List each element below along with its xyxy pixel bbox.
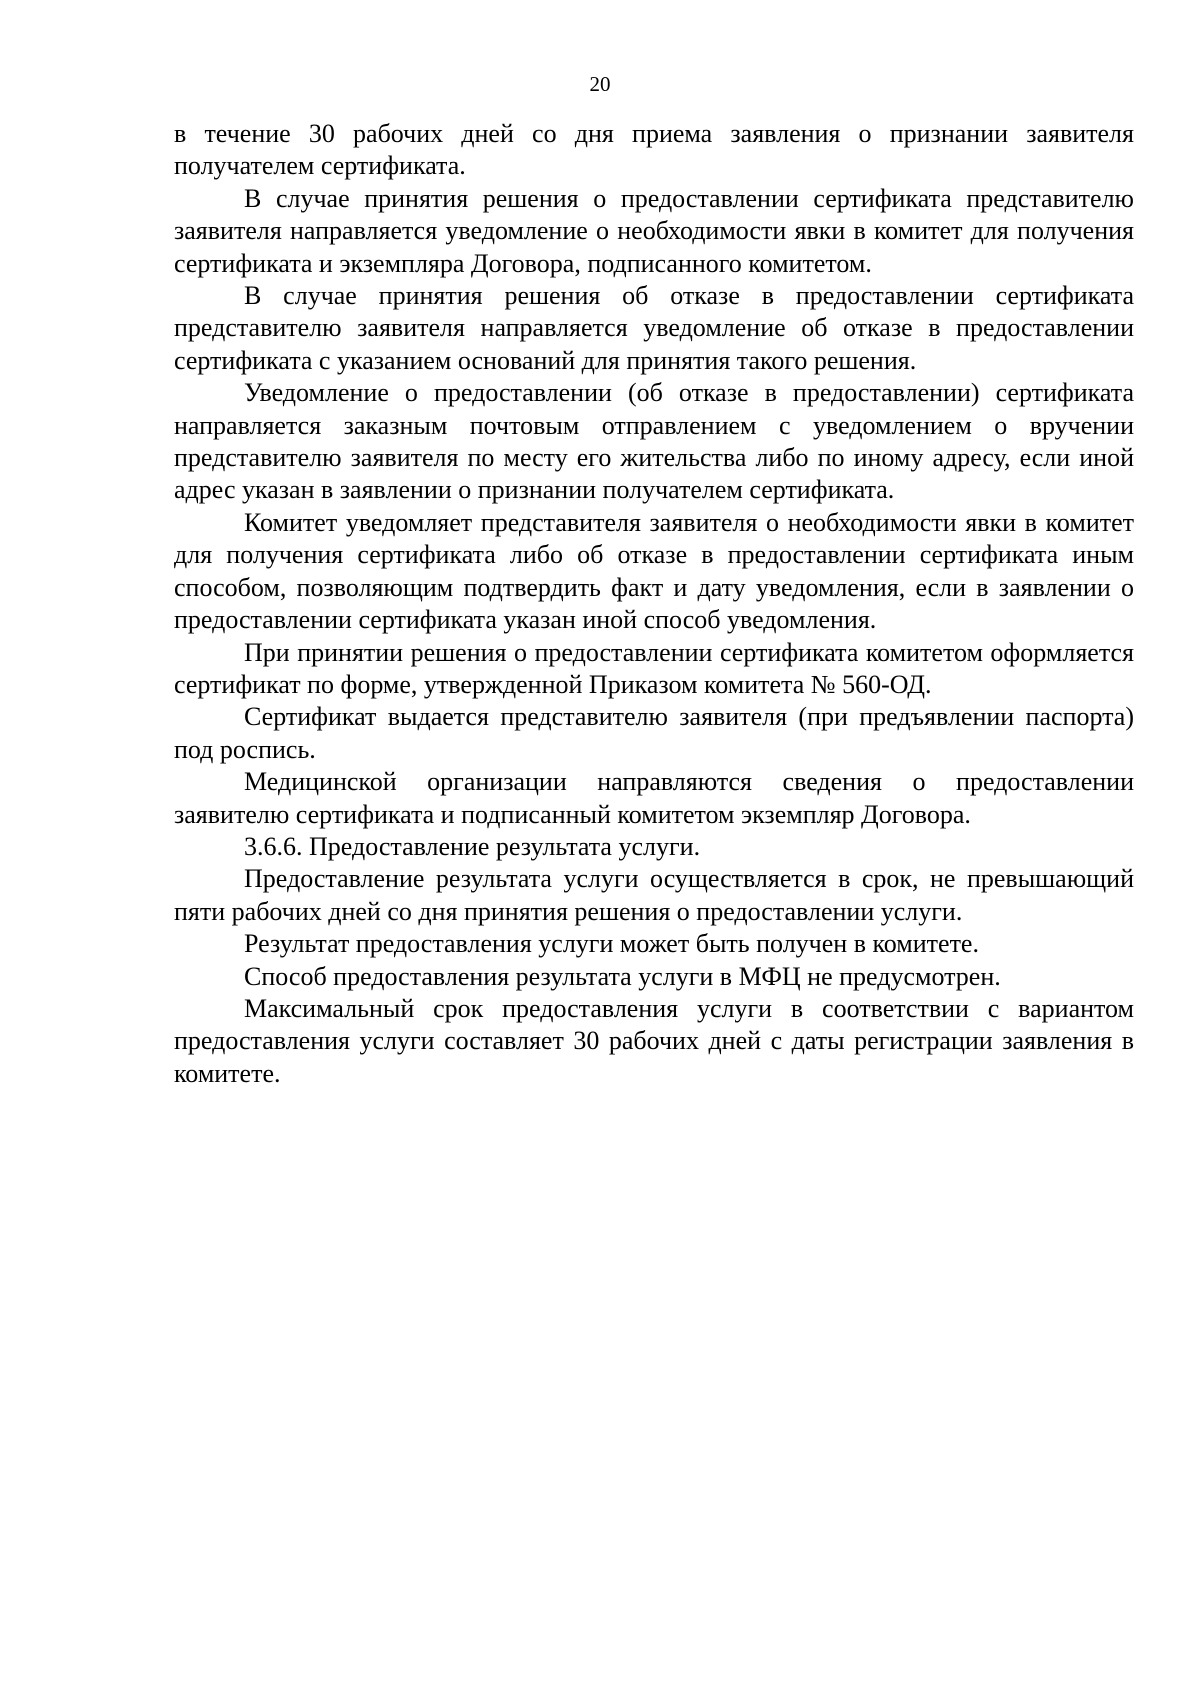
paragraph-medical-organization: Медицинской организации направляются сведения о предоставлении заявителю сертификата и подписанный комитетом экземпляр Договора. bbox=[174, 767, 1134, 829]
paragraph-result-deadline: Предоставление результата услуги осуществляется в срок, не превышающий пяти рабочих дней со дня принятия решения о предоставлении услуги. bbox=[174, 864, 1134, 926]
paragraph-continuation: в течение 30 рабочих дней со дня приема заявления о признании заявителя получателем сертификата. bbox=[174, 119, 1134, 181]
paragraph-result-location: Результат предоставления услуги может быть получен в комитете. bbox=[244, 929, 979, 959]
section-heading-3-6-6: 3.6.6. Предоставление результата услуги. bbox=[244, 831, 701, 861]
paragraph-certificate-granted: В случае принятия решения о предоставлении сертификата представителю заявителя направляется уведомление о необходимости явки в комитет для получения сертификата и экземпляра Договора, подписанного комитетом. bbox=[174, 183, 1134, 278]
page-number: 20 bbox=[589, 72, 611, 96]
paragraph-notification-delivery: Уведомление о предоставлении (об отказе в предоставлении) сертификата направляется заказным почтовым отправлением с уведомлением о вручении представителю заявителя по месту его жительства либо по иному адресу, если иной адрес указан в заявлении о признании получателем сертификата. bbox=[174, 378, 1134, 505]
paragraph-mfc-method: Способ предоставления результата услуги в МФЦ не предусмотрен. bbox=[244, 961, 1001, 991]
paragraph-certificate-form: При принятии решения о предоставлении сертификата комитетом оформляется сертификат по форме, утвержденной Приказом комитета № 560-ОД. bbox=[174, 637, 1134, 699]
paragraph-certificate-issue: Сертификат выдается представителю заявителя (при предъявлении паспорта) под роспись. bbox=[174, 702, 1134, 764]
paragraph-maximum-term: Максимальный срок предоставления услуги в соответствии с вариантом предоставления услуги составляет 30 рабочих дней с даты регистрации заявления в комитете. bbox=[174, 993, 1134, 1088]
paragraph-certificate-refused: В случае принятия решения об отказе в предоставлении сертификата представителю заявителя направляется уведомление об отказе в предоставлении сертификата с указанием оснований для принятия такого решения. bbox=[174, 281, 1134, 375]
paragraph-notification-other-method: Комитет уведомляет представителя заявителя о необходимости явки в комитет для получения сертификата либо об отказе в предоставлении сертификата иным способом, позволяющим подтвердить факт и дату уведомления, если в заявлении о предоставлении сертификата указан иной способ уведомления. bbox=[174, 507, 1134, 635]
document-body bbox=[174, 118, 1134, 1090]
